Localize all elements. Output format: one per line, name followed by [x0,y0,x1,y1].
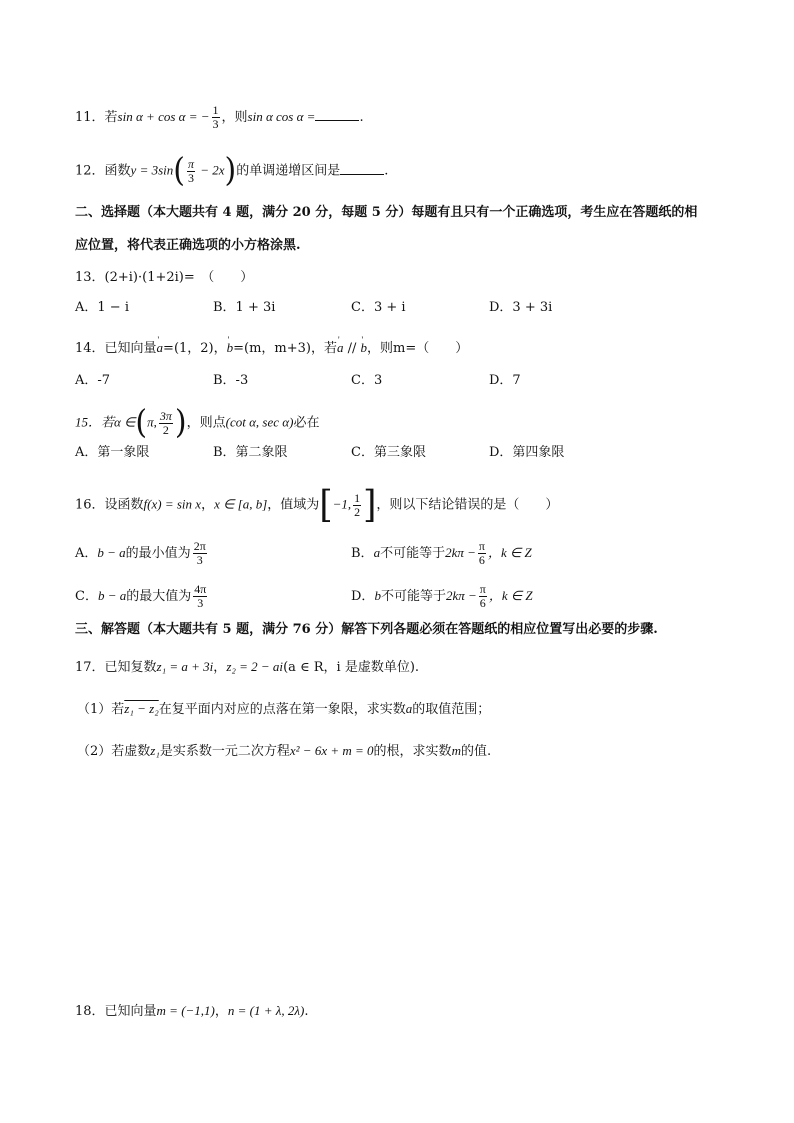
question-17-part-2: （2）若虚数z₁是实系数一元二次方程x² − 6x + m = 0的根，求实数m的值. [77,743,492,759]
q14-option-c: C．3 [351,373,383,388]
q17-expression: z₁ − z₂ [124,701,159,716]
q16-domain: x ∈ [a, b] [214,496,268,512]
vector-a: ' a [157,338,164,358]
q11-fraction: $\frac{1}{3}$ [212,103,219,131]
q11-number: 11．若 [75,110,118,125]
q16-option-d: D．b不可能等于2kπ − $\frac{\pi}{6}$ ，k ∈ Z [351,582,533,610]
q16-option-c: C．b − a的最大值为 $\frac{4\pi}{3}$ [75,582,207,610]
question-14: 14．已知向量' a=(1，2)，' b=(m，m+3)，若' a // ' b，则m=（ ） [75,338,468,359]
q18-vector-m: m = (−1,1) [156,1003,215,1018]
q11-expression: sin α + cos α = − [117,109,210,124]
q12-number: 12．函数 [75,163,131,179]
q14-option-a: A．-7 [75,373,111,388]
section-3-heading: 三、解答题（本大题共有 5 题，满分 76 分）解答下列各题必须在答题纸的相应位置写出必要的步骤. [75,622,658,637]
q16-function: f(x) = sin x [143,496,202,512]
section-2-heading-cont: 应位置，将代表正确选项的小方格涂黑. [75,238,301,253]
q15-option-b: B．第二象限 [213,445,288,460]
question-11: 11．若sin α + cos α = − $\frac{1}{3}$ ，则sin α cos α = . [75,103,364,131]
question-17-part-1: （1）若z₁ − z₂在复平面内对应的点落在第一象限，求实数a的取值范围； [77,701,491,717]
q14-option-d: D．7 [489,373,521,388]
q15-option-a: A．第一象限 [75,445,150,460]
q13-option-c: C．3 + i [351,300,406,315]
q12-text: 的单调递增区间是 [236,163,341,179]
vector-b: ' b [227,338,234,358]
question-16: 16．设函数f(x) = sin x，x ∈ [a, b]，值域为[−1, $\frac{1}{2}$ ]，则以下结论错误的是（ ） [75,483,559,527]
q17-equation: x² − 6x + m = 0 [289,743,374,758]
q13-option-b: B．1 + 3i [213,300,276,315]
q13-option-d: D．3 + 3i [489,300,553,315]
q11-connector: ，则 [221,110,248,125]
q15-fraction: $\frac{3\pi}{2}$ [159,408,172,437]
section-2-heading: 二、选择题（本大题共有 4 题，满分 20 分，每题 5 分）每题有且只有一个正确选项，考生应在答题纸的相 [75,205,698,220]
q17-z2: z₂ = 2 − ai [226,659,284,674]
q12-fraction: $\frac{\pi}{3}$ [187,156,194,185]
question-12: 12．函数y = 3sin( $\frac{\pi}{3}$ − 2x)的单调递增区间是 . [75,151,389,190]
q15-point: (cot α, sec α) [225,414,294,430]
question-17: 17．已知复数z₁ = a + 3i，z₂ = 2 − ai(a ∈ R，i 是虚数单位). [75,659,420,675]
q13-option-a: A．1 − i [75,300,129,315]
q16-option-b: B．a不可能等于2kπ − $\frac{\pi}{6}$ ，k ∈ Z [351,539,532,567]
q12-function: y = 3sin [130,162,174,178]
q14-option-b: B．-3 [213,373,249,388]
q11-expression-2: sin α cos α = [247,109,316,124]
question-15: 15．若α ∈(π, $\frac{3\pi}{2}$ )，则点(cot α, sec α)必在 [75,403,320,442]
q16-fraction: $\frac{1}{2}$ [354,490,361,519]
q12-answer-blank [340,162,384,175]
q18-vector-n: n = (1 + λ, 2λ) [227,1003,305,1018]
q15-option-d: D．第四象限 [489,445,565,460]
q16-option-a: A．b − a的最小值为 $\frac{2\pi}{3}$ [75,539,206,567]
q15-option-c: C．第三象限 [351,445,426,460]
q11-answer-blank [315,108,359,121]
q17-z1: z₁ = a + 3i [156,659,214,674]
question-13: 13．(2+i)·(1+2i)= （ ） [75,270,254,285]
question-18: 18．已知向量m = (−1,1)，n = (1 + λ, 2λ). [75,1003,309,1019]
